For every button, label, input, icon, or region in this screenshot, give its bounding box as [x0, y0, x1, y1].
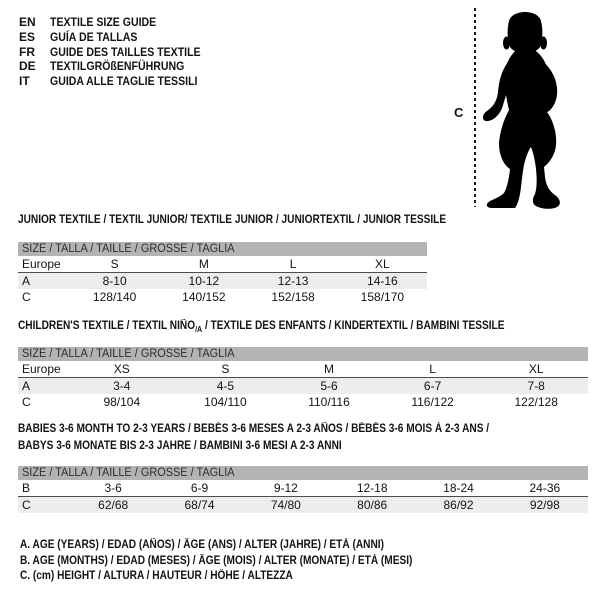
language-label: GUÍA DE TALLAS — [50, 29, 138, 44]
table-cell: 9-12 — [273, 481, 298, 495]
table-row — [18, 378, 588, 394]
table-cell: S — [221, 362, 230, 376]
row-label: Europe — [22, 362, 61, 376]
language-row-fr — [19, 45, 221, 60]
table-cell: 68/74 — [184, 498, 215, 512]
language-code: IT — [19, 74, 30, 89]
table-cell: 7-8 — [527, 379, 545, 393]
table-cell: 158/170 — [360, 290, 405, 304]
table-cell: 10-12 — [188, 274, 220, 288]
table-cell: XS — [113, 362, 130, 376]
size-header-band: SIZE / TALLA / TAILLE / GRÖSSE / TAGLIA — [18, 466, 588, 480]
table-cell: S — [110, 257, 119, 271]
babies-section-title: BABIES 3-6 MONTH TO 2-3 YEARS / BEBÉS 3-6 MESES A 2-3 AÑOS / BÉBÉS 3-6 MOIS À 2-3 ANS / BABYS 3-6 MONATE BIS 2-3 JAHRE / BAMBINI 3-6 MESI A 2-3 ANNI — [18, 423, 490, 452]
table-cell: XL — [375, 257, 390, 271]
table-cell: L — [429, 362, 436, 376]
row-label: Europe — [22, 257, 61, 271]
language-row-de — [19, 59, 221, 74]
row-label: C — [22, 290, 31, 304]
table-row — [18, 273, 427, 289]
language-row-en — [19, 15, 221, 30]
row-label: C — [22, 498, 31, 512]
babies-size-table — [18, 466, 588, 513]
table-cell: 98/104 — [103, 395, 141, 409]
footnote-b: B. AGE (MONTHS) / EDAD (MESES) / ÂGE (MOIS) / ALTER (MONATE) / ETÀ (MESI) — [20, 554, 413, 567]
height-marker-dashed-line — [474, 8, 476, 207]
toddler-silhouette-image — [478, 0, 598, 215]
table-cell: 116/122 — [411, 395, 454, 409]
language-label: TEXTILE SIZE GUIDE — [50, 15, 157, 29]
table-cell: 128/140 — [92, 290, 137, 304]
language-code: FR — [19, 44, 35, 59]
table-cell: 86/92 — [443, 498, 474, 512]
table-cell: 92/98 — [529, 498, 560, 512]
size-header-band: SIZE / TALLA / TAILLE / GRÖSSE / TAGLIA — [18, 347, 588, 361]
row-label: B — [22, 481, 31, 495]
children-section-title: CHILDREN'S TEXTILE / TEXTIL $NIÑO_{/A}$ / TEXTILE DES ENFANTS / KINDERTEXTIL / BAMBINI TESSILE — [18, 320, 505, 334]
row-label: A — [22, 274, 31, 288]
table-cell: 18-24 — [443, 481, 474, 495]
table-cell: 5-6 — [320, 379, 338, 393]
footnotes — [20, 538, 466, 585]
table-cell: 3-4 — [113, 379, 131, 393]
children-size-table — [18, 347, 588, 410]
language-row-it — [19, 74, 221, 89]
table-cell: 6-7 — [423, 379, 442, 393]
table-cell: 104/110 — [204, 395, 247, 409]
table-row — [18, 256, 427, 273]
footnote-c: C. (cm) HEIGHT / ALTURA / HAUTEUR / HÖHE / ALTEZZA — [20, 570, 293, 582]
table-cell: 80/86 — [357, 498, 388, 512]
language-label: GUIDA ALLE TAGLIE TESSILI — [50, 74, 198, 89]
footnote-a: A. AGE (YEARS) / EDAD (AÑOS) / ÂGE (ANS) / ALTER (JAHRE) / ETÀ (ANNI) — [20, 539, 384, 551]
junior-section-title: JUNIOR TEXTILE / TEXTIL JUNIOR/ TEXTILE JUNIOR / JUNIORTEXTIL / JUNIOR TESSILE — [18, 214, 447, 226]
language-code: DE — [19, 59, 36, 74]
junior-size-table — [18, 242, 427, 305]
table-cell: M — [323, 362, 334, 376]
language-code: ES — [19, 29, 36, 44]
table-cell: 24-36 — [529, 481, 561, 495]
table-cell: 62/68 — [98, 498, 129, 512]
size-header-band: SIZE / TALLA / TAILLE / GRÖSSE / TAGLIA — [18, 242, 427, 256]
title-subscript: /A — [195, 324, 203, 334]
table-cell: 152/158 — [271, 290, 315, 304]
table-cell: XL — [528, 362, 544, 376]
table-cell: 74/80 — [270, 498, 301, 512]
table-row — [18, 394, 588, 410]
table-cell: 14-16 — [367, 274, 398, 288]
table-row — [18, 361, 588, 378]
table-cell: 110/116 — [308, 395, 350, 409]
table-cell: L — [289, 257, 297, 271]
table-cell: M — [198, 257, 209, 271]
row-label: A — [22, 379, 31, 393]
table-cell: 140/152 — [182, 290, 226, 304]
row-label: C — [22, 395, 31, 409]
table-row — [18, 480, 588, 497]
table-cell: 8-10 — [102, 274, 127, 288]
table-cell: 4-5 — [216, 379, 235, 393]
language-row-es — [19, 30, 221, 45]
table-row — [18, 497, 588, 513]
height-marker-label: C — [454, 105, 464, 120]
table-cell: 122/128 — [514, 395, 558, 409]
language-code: EN — [19, 15, 36, 29]
language-label: GUIDE DES TAILLES TEXTILE — [50, 44, 201, 59]
language-label: TEXTILGRÖßENFÜHRUNG — [50, 59, 185, 74]
table-cell: 6-9 — [190, 481, 209, 495]
table-row — [18, 289, 427, 305]
table-cell: 12-18 — [356, 481, 388, 495]
language-list — [19, 15, 221, 89]
table-cell: 3-6 — [104, 481, 122, 495]
table-cell: 12-13 — [277, 274, 309, 288]
